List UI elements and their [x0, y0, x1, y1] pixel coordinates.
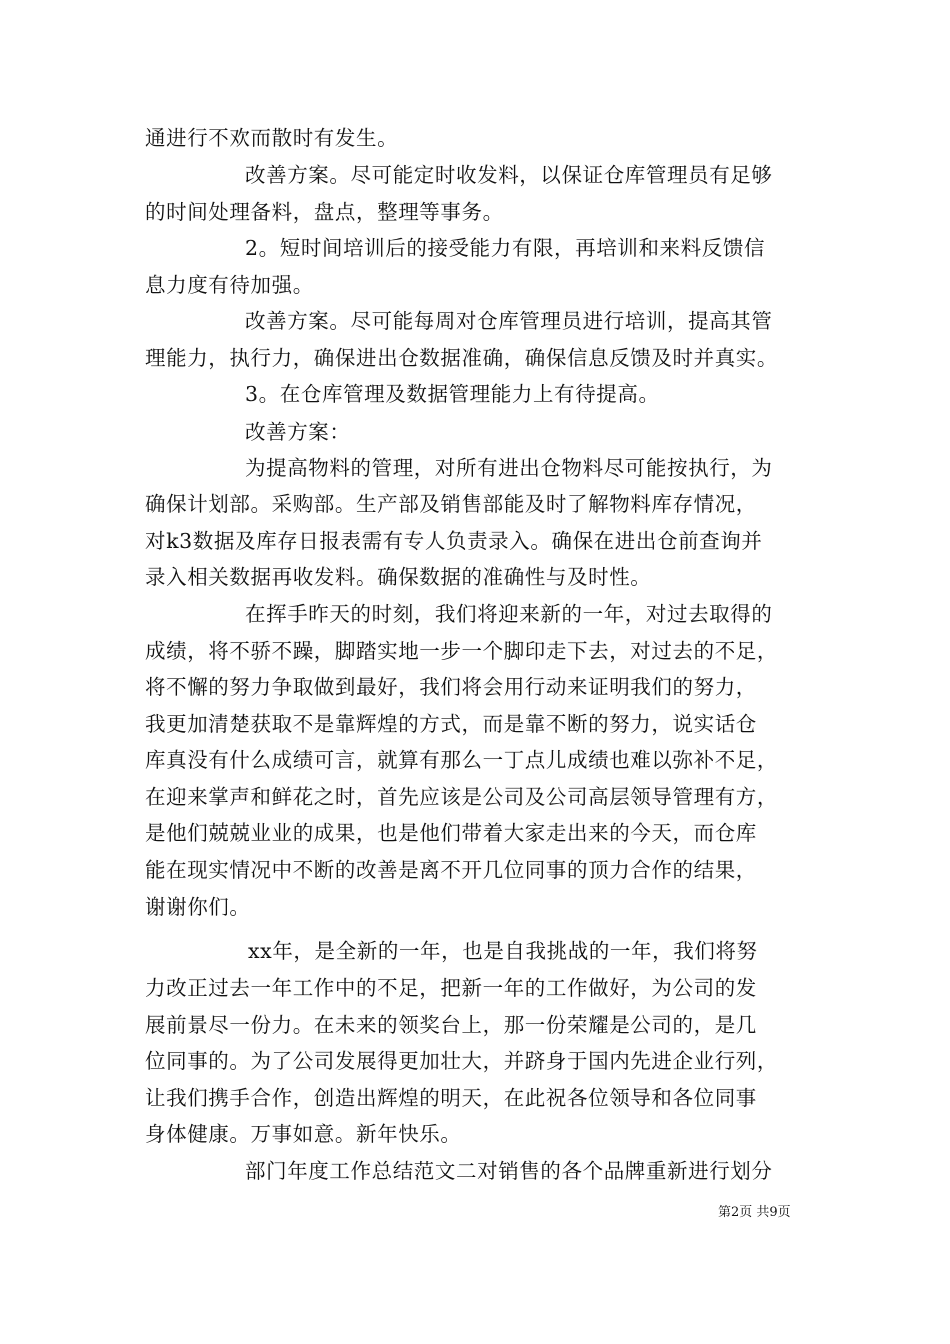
- text-line: 身体健康。万事如意。新年快乐。: [145, 1122, 462, 1146]
- page-number-footer: 第2页 共9页: [718, 1205, 791, 1220]
- text-line: 位同事的。为了公司发展得更加壮大，并跻身于国内先进企业行列，: [145, 1049, 778, 1073]
- text-line: 展前景尽一份力。在未来的领奖台上，那一份荣耀是公司的，是几: [145, 1013, 757, 1037]
- text-line: 3。在仓库管理及数据管理能力上有待提高。: [245, 382, 660, 406]
- text-line: 的时间处理备料，盘点，整理等事务。: [145, 200, 504, 224]
- text-line: 部门年度工作总结范文二对销售的各个品牌重新进行划分: [245, 1159, 773, 1183]
- text-line: 通进行不欢而散时有发生。: [145, 126, 399, 150]
- text-line: 在挥手昨天的时刻，我们将迎来新的一年，对过去取得的: [245, 602, 773, 626]
- text-line: 确保计划部。采购部。生产部及销售部能及时了解物料库存情况，: [145, 492, 757, 516]
- text-line: 将不懈的努力争取做到最好，我们将会用行动来证明我们的努力，: [145, 675, 757, 699]
- text-line: 能在现实情况中不断的改善是离不开几位同事的顶力合作的结果，: [145, 858, 757, 882]
- text-line: 库真没有什么成绩可言，就算有那么一丁点儿成绩也难以弥补不足，: [145, 748, 778, 772]
- text-line: 改善方案。尽可能每周对仓库管理员进行培训，提高其管: [245, 309, 773, 333]
- text-line: 2。短时间培训后的接受能力有限，再培训和来料反馈信: [245, 236, 766, 260]
- text-line: 谢谢你们。: [145, 895, 251, 919]
- text-line: 理能力，执行力，确保进出仓数据准确，确保信息反馈及时并真实。: [145, 346, 778, 370]
- text-line: 对k3数据及库存日报表需有专人负责录入。确保在进出仓前查询并: [145, 529, 763, 553]
- text-line: 成绩，将不骄不躁，脚踏实地一步一个脚印走下去，对过去的不足，: [145, 639, 778, 663]
- text-line: xx年，是全新的一年，也是自我挑战的一年，我们将努: [248, 939, 758, 963]
- text-line: 在迎来掌声和鲜花之时，首先应该是公司及公司高层领导管理有方，: [145, 785, 778, 809]
- text-line: 录入相关数据再收发料。确保数据的准确性与及时性。: [145, 565, 652, 589]
- text-line: 改善方案：: [245, 420, 351, 444]
- text-line: 是他们兢兢业业的成果，也是他们带着大家走出来的今天，而仓库: [145, 821, 757, 845]
- text-line: 为提高物料的管理，对所有进出仓物料尽可能按执行，为: [245, 456, 773, 480]
- text-line: 力改正过去一年工作中的不足，把新一年的工作做好，为公司的发: [145, 976, 757, 1000]
- text-line: 改善方案。尽可能定时收发料，以保证仓库管理员有足够: [245, 163, 773, 187]
- text-line: 让我们携手合作，创造出辉煌的明天，在此祝各位领导和各位同事: [145, 1086, 757, 1110]
- text-line: 息力度有待加强。: [145, 273, 314, 297]
- text-line: 我更加清楚获取不是靠辉煌的方式，而是靠不断的努力，说实话仓: [145, 712, 757, 736]
